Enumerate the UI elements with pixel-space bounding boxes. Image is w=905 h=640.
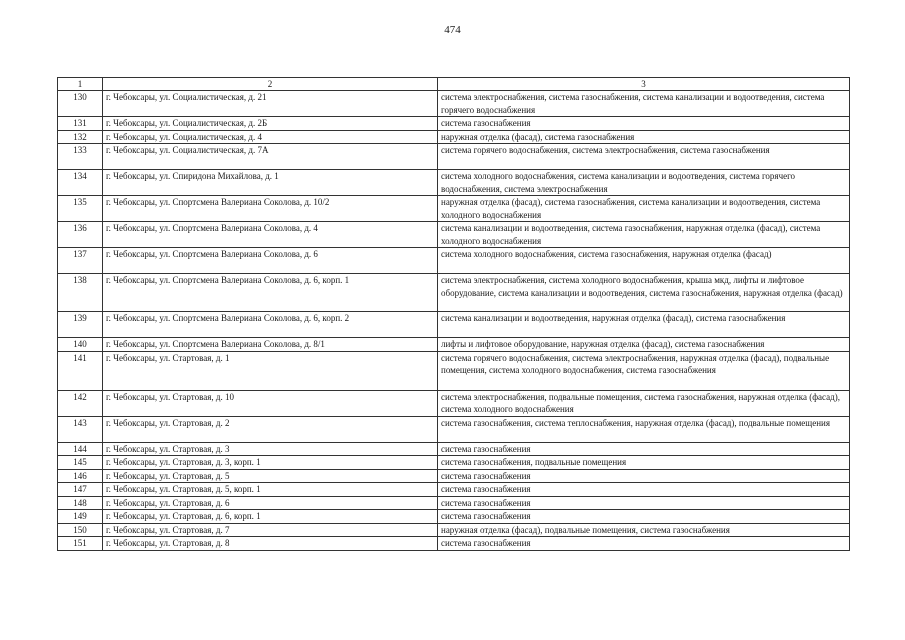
systems-cell: система газоснабжения, подвальные помещения	[438, 456, 850, 470]
systems-cell: система холодного водоснабжения, система газоснабжения, наружная отделка (фасад)	[438, 248, 850, 274]
row-number-cell: 133	[58, 144, 103, 170]
systems-cell: система газоснабжения, система теплоснабжения, наружная отделка (фасад), подвальные помещения	[438, 416, 850, 442]
address-cell: г. Чебоксары, ул. Спортсмена Валериана Соколова, д. 6	[103, 248, 438, 274]
systems-cell: система холодного водоснабжения, система канализации и водоотведения, система горячего водоснабжения, система электроснабжения	[438, 170, 850, 196]
address-cell: г. Чебоксары, ул. Спортсмена Валериана Соколова, д. 4	[103, 222, 438, 248]
row-number-cell: 139	[58, 312, 103, 338]
address-cell: г. Чебоксары, ул. Стартовая, д. 3, корп. 1	[103, 456, 438, 470]
buildings-table	[57, 77, 850, 551]
address-cell: г. Чебоксары, ул. Спортсмена Валериана Соколова, д. 10/2	[103, 196, 438, 222]
table-body	[58, 78, 850, 551]
table-row	[58, 117, 850, 131]
address-cell: г. Чебоксары, ул. Социалистическая, д. 21	[103, 91, 438, 117]
systems-cell: система газоснабжения	[438, 537, 850, 551]
systems-cell: наружная отделка (фасад), подвальные помещения, система газоснабжения	[438, 523, 850, 537]
systems-cell: система газоснабжения	[438, 483, 850, 497]
table-row	[58, 510, 850, 524]
address-cell: г. Чебоксары, ул. Социалистическая, д. 4	[103, 130, 438, 144]
systems-cell: система электроснабжения, система холодного водоснабжения, крыша мкд, лифты и лифтовое оборудование, система канализации и водоотведения, система газоснабжения, наружная отделка (фасад)	[438, 274, 850, 312]
systems-cell: система канализации и водоотведения, наружная отделка (фасад), система газоснабжения	[438, 312, 850, 338]
address-cell: г. Чебоксары, ул. Стартовая, д. 5	[103, 469, 438, 483]
address-cell: г. Чебоксары, ул. Социалистическая, д. 2Б	[103, 117, 438, 131]
row-number-cell: 144	[58, 442, 103, 456]
systems-cell: система электроснабжения, подвальные помещения, система газоснабжения, наружная отделка (фасад), система холодного водоснабжения	[438, 390, 850, 416]
address-cell: г. Чебоксары, ул. Социалистическая, д. 7А	[103, 144, 438, 170]
row-number-cell: 150	[58, 523, 103, 537]
address-cell: г. Чебоксары, ул. Стартовая, д. 2	[103, 416, 438, 442]
row-number-cell: 138	[58, 274, 103, 312]
table-row	[58, 144, 850, 170]
table-row	[58, 196, 850, 222]
table-row	[58, 130, 850, 144]
row-number-cell: 146	[58, 469, 103, 483]
row-number-cell: 131	[58, 117, 103, 131]
table-row	[58, 274, 850, 312]
row-number-cell: 130	[58, 91, 103, 117]
table-row	[58, 312, 850, 338]
row-number-cell: 145	[58, 456, 103, 470]
table-row	[58, 390, 850, 416]
header-col-1: 1	[58, 78, 103, 91]
table-row	[58, 456, 850, 470]
systems-cell: система газоснабжения	[438, 469, 850, 483]
address-cell: г. Чебоксары, ул. Стартовая, д. 6, корп. 1	[103, 510, 438, 524]
address-cell: г. Чебоксары, ул. Спортсмена Валериана Соколова, д. 6, корп. 1	[103, 274, 438, 312]
table-row	[58, 442, 850, 456]
address-cell: г. Чебоксары, ул. Стартовая, д. 7	[103, 523, 438, 537]
page-number: 474	[444, 24, 461, 36]
address-cell: г. Чебоксары, ул. Спортсмена Валериана Соколова, д. 8/1	[103, 338, 438, 352]
row-number-cell: 134	[58, 170, 103, 196]
address-cell: г. Чебоксары, ул. Стартовая, д. 1	[103, 351, 438, 390]
table-row	[58, 523, 850, 537]
table-header-row	[58, 78, 850, 91]
table-row	[58, 483, 850, 497]
systems-cell: лифты и лифтовое оборудование, наружная отделка (фасад), система газоснабжения	[438, 338, 850, 352]
address-cell: г. Чебоксары, ул. Стартовая, д. 5, корп. 1	[103, 483, 438, 497]
systems-cell: система горячего водоснабжения, система электроснабжения, система газоснабжения	[438, 144, 850, 170]
table-row	[58, 469, 850, 483]
row-number-cell: 151	[58, 537, 103, 551]
row-number-cell: 147	[58, 483, 103, 497]
address-cell: г. Чебоксары, ул. Стартовая, д. 3	[103, 442, 438, 456]
row-number-cell: 140	[58, 338, 103, 352]
header-col-2: 2	[103, 78, 438, 91]
row-number-cell: 141	[58, 351, 103, 390]
systems-cell: система канализации и водоотведения, система газоснабжения, наружная отделка (фасад), система холодного водоснабжения	[438, 222, 850, 248]
systems-cell: система газоснабжения	[438, 117, 850, 131]
row-number-cell: 132	[58, 130, 103, 144]
row-number-cell: 135	[58, 196, 103, 222]
systems-cell: система газоснабжения	[438, 496, 850, 510]
address-cell: г. Чебоксары, ул. Спиридона Михайлова, д. 1	[103, 170, 438, 196]
systems-cell: система газоснабжения	[438, 510, 850, 524]
systems-cell: наружная отделка (фасад), система газоснабжения, система канализации и водоотведения, система холодного водоснабжения	[438, 196, 850, 222]
row-number-cell: 142	[58, 390, 103, 416]
row-number-cell: 148	[58, 496, 103, 510]
table-row	[58, 338, 850, 352]
row-number-cell: 143	[58, 416, 103, 442]
header-col-3: 3	[438, 78, 850, 91]
systems-cell: система электроснабжения, система газоснабжения, система канализации и водоотведения, система горячего водоснабжения	[438, 91, 850, 117]
table-row	[58, 222, 850, 248]
table-row	[58, 416, 850, 442]
table-row	[58, 91, 850, 117]
table-row	[58, 248, 850, 274]
table-row	[58, 170, 850, 196]
row-number-cell: 136	[58, 222, 103, 248]
table-row	[58, 496, 850, 510]
address-cell: г. Чебоксары, ул. Спортсмена Валериана Соколова, д. 6, корп. 2	[103, 312, 438, 338]
table-row	[58, 537, 850, 551]
row-number-cell: 137	[58, 248, 103, 274]
row-number-cell: 149	[58, 510, 103, 524]
table-row	[58, 351, 850, 390]
systems-cell: система горячего водоснабжения, система электроснабжения, наружная отделка (фасад), подвальные помещения, система холодного водоснабжения, система газоснабжения	[438, 351, 850, 390]
address-cell: г. Чебоксары, ул. Стартовая, д. 8	[103, 537, 438, 551]
systems-cell: система газоснабжения	[438, 442, 850, 456]
systems-cell: наружная отделка (фасад), система газоснабжения	[438, 130, 850, 144]
address-cell: г. Чебоксары, ул. Стартовая, д. 10	[103, 390, 438, 416]
address-cell: г. Чебоксары, ул. Стартовая, д. 6	[103, 496, 438, 510]
